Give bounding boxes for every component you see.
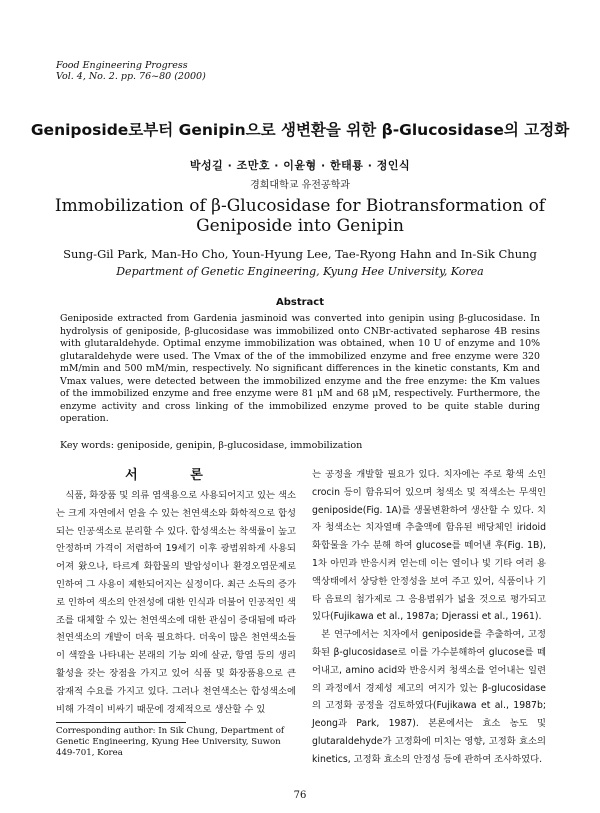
section-heading-introduction: 서 론 [125,468,227,483]
right-column-paragraph-2: 본 연구에서는 치자에서 geniposide를 추출하여, 고정화된 β-glucosidase로 이를 가수분해하여 glucose를 떼어내고, amino acid와 반응시켜 청색소를 얻어내는 일련의 과정에서 경제성 제고의 여지가 있는 β-glucosidase의 고정화 공정을 검토하였다(Fujikawa et al., 1987b; Jeong과 Park, 1987). 본론에서는 효소 농도 및 glutaraldehyde가 고정화에 미치는 영향, 고정화 효소의 kinetics, 고정화 효소의 안정성 등에 관하여 조사하였다. [312,629,546,765]
footnote: Corresponding author: In Sik Chung, Department of Genetic Engineering, Kyung Hee University, Suwon 449-701, Korea [56,726,285,758]
right-column-paragraph-1: 는 공정을 개발할 필요가 있다. 치자에는 주로 황색 소인 crocin 등이 함유되어 있으며 청색소 및 적색소는 무색인 geniposide(Fig. 1A)를 생물변환하여 생산할 수 있다. 치자 청색소는 치자열매 추출액에 함유된 배당체인 iridoid 화합물을 가수 분해 하여 glucose를 떼어낸 후(Fig. 1B), 1차 아민과 반응시켜 얻는데 이는 열이나 빛 기타 여러 용액상태에서 상당한 안정성을 보여 주고 있어, 식품이나 기타 음료의 첨가제로 그 응용범위가 넓을 것으로 평가되고 있다(Fujikawa et al., 1987a; Djerassi et al., 1961). [312,469,546,623]
abstract-text: Geniposide extracted from Gardenia jasminoid was converted into genipin using β-glucosidase. In hydrolysis of geniposide, β-glucosidase was immobilized onto CNBr-activated sepharose 4B resins with glutaraldehyde. Optimal enzyme immobilization was obtained, when 10 U of enzyme and 10% glutaraldehyde were used. The Vmax of the of the immobilized enzyme and free enzyme were 320 mM/min and 500 mM/min, respectively. No significant differences in the kinetic constants, Km and Vmax values, were detected between the immobilized enzyme and the free enzyme: the Km values of the immobilized enzyme and free enzyme were 81 μM and 68 μM, respectively. Furthermore, the enzyme activity and cross linking of the immobilized enzyme proved to be quite stable during operation. [60,313,540,424]
english-title-line2: Geniposide into Genipin [196,216,404,236]
english-authors: Sung-Gil Park, Man-Ho Cho, Youn-Hyung Lee, Tae-Ryong Hahn and In-Sik Chung [63,247,537,261]
left-column [56,487,296,718]
english-title [0,196,600,236]
keywords: Key words: geniposide, genipin, β-glucosidase, immobilization [60,440,363,451]
abstract-heading: Abstract [275,297,325,308]
korean-title: Geniposide로부터 Genipin으로 생변환을 위한 β-Glucosidase의 고정화 [30,121,570,139]
journal-header [56,60,206,82]
english-affiliation: Department of Genetic Engineering, Kyung Hee University, Korea [116,265,484,278]
journal-name: Food Engineering Progress [56,60,188,71]
right-column [312,466,546,769]
left-column-paragraph: 식품, 화장품 및 의류 염색용으로 사용되어지고 있는 색소는 크게 자연에서 얻을 수 있는 천연색소와 화학적으로 합성되는 인공색소로 분리할 수 있다. 합성색소는 착색률이 높고 안정하며 가격이 저렴하여 19세기 이후 광범위하게 사용되어져 왔으나, 타르계 화합물의 발암성이나 환경오염문제로 인하여 그 사용이 제한되어지는 실정이다. 최근 소득의 증가로 인하여 색소의 안전성에 대한 인식과 더불어 인공적인 색조를 대체할 수 있는 천연색소에 대한 관심이 증대됨에 따라 천연색소의 개발이 더욱 필요하다. 더욱이 많은 천연색소들이 색깔을 나타내는 본래의 기능 외에 살균, 항염 등의 생리 활성을 갖는 장점을 가지고 있어 식품 및 화장품용으로 큰 잠재적 수요를 가지고 있다. 그러나 천연색소는 합성색소에 비해 가격이 비싸기 때문에 경제적으로 생산할 수 있 [56,490,296,715]
journal-volume: Vol. 4, No. 2. pp. 76~80 (2000) [56,71,206,82]
korean-affiliation: 경희대학교 유전공학과 [250,180,350,191]
page-number: 76 [293,790,307,801]
korean-authors: 박성길 · 조만호 · 이윤형 · 한태룡 · 정인식 [189,159,411,172]
english-title-line1: Immobilization of β-Glucosidase for Biotransformation of [54,196,546,216]
footnote-rule [56,722,186,723]
